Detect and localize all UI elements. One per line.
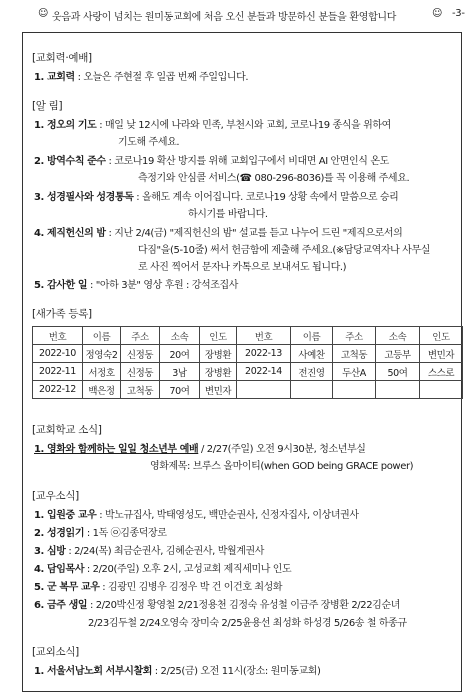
notice-1	[34, 116, 391, 131]
notice-text: : 코로나19 확산 방지를 위해 교회입구에서 비대면 AI 안면인식 온도	[108, 156, 389, 167]
table-cell: 고척동	[333, 345, 376, 363]
member-item-text: : 2/20박신정 황영철 2/21정용천 김정숙 유성철 이금주 장병환 2/22김순녀	[89, 600, 400, 611]
worship-item-1	[34, 68, 248, 83]
table-cell: 변민자	[200, 381, 237, 399]
member-item-2	[34, 524, 167, 539]
table-cell: 20여	[160, 345, 200, 363]
smile-icon: ☺	[432, 8, 443, 19]
member-item-label: 4. 담임목사	[34, 564, 85, 575]
table-header-cell: 주소	[121, 327, 160, 345]
notice-label: 3. 성경필사와 성경통독	[34, 192, 134, 203]
notice-3-cont: 하시기를 바랍니다.	[188, 209, 268, 220]
table-header-cell: 이름	[291, 327, 333, 345]
notice-3	[34, 188, 398, 203]
external-item-1	[34, 662, 320, 677]
notice-2-cont: 측정기와 안심콜 서비스(☎ 080-296-8036)를 꼭 이용해 주세요.	[138, 173, 410, 184]
table-header-cell: 소속	[160, 327, 200, 345]
table-cell: 두산A	[333, 363, 376, 381]
worship-item-label: 1. 교회력	[34, 72, 75, 83]
table-cell	[333, 381, 376, 399]
table-cell: 백은정	[83, 381, 121, 399]
member-item-label: 5. 군 복무 교우	[34, 582, 100, 593]
member-item-text: : 2/20(주일) 오후 2시, 고성교회 제직세미나 인도	[86, 564, 292, 575]
member-item-label: 3. 심방	[34, 546, 66, 557]
notice-4	[34, 224, 402, 239]
table-cell: 장병환	[200, 363, 237, 381]
notice-5	[34, 276, 238, 291]
section-title-registration: [새가족 등록]	[32, 308, 92, 320]
notice-label: 1. 정오의 기도	[34, 120, 97, 131]
table-cell: 전진영	[291, 363, 333, 381]
notice-1-cont: 기도해 주세요.	[118, 137, 180, 148]
notice-4-cont: 다짐"을(5-10줄) 써서 헌금함에 제출해 주세요.(※담당교역자나 사무실	[138, 245, 430, 256]
table-header-cell: 번호	[33, 327, 83, 345]
member-item-6-cont: 2/23김두철 2/24오영숙 장미숙 2/25윤용선 최성화 하성경 5/26송 철 하종규	[88, 618, 407, 629]
member-item-text: : 2/24(목) 최금순권사, 김혜순권사, 박월계권사	[68, 546, 265, 557]
notice-label: 4. 제직헌신의 밤	[34, 228, 106, 239]
table-header-cell: 주소	[333, 327, 376, 345]
member-item-4	[34, 560, 291, 575]
member-item-text: : 1독 ㉧김종덕장로	[86, 528, 167, 539]
welcome-text: 웃음과 사랑이 넘치는 원미동교회에 처음 오신 분들과 방문하신 분들을 환영합니다	[52, 12, 397, 23]
table-header-row	[33, 327, 463, 345]
table-header-cell: 소속	[376, 327, 420, 345]
table-row	[33, 381, 463, 399]
member-item-1	[34, 506, 359, 521]
notice-text: : 올해도 계속 이어집니다. 코로나19 상황 속에서 말씀으로 승리	[136, 192, 399, 203]
new-member-table	[32, 326, 463, 399]
member-item-label: 1. 입원중 교우	[34, 510, 97, 521]
section-title-notices: [알 림]	[32, 100, 63, 112]
page-header	[0, 8, 476, 28]
school-item-label: 1. 영화와 함께하는 일일 청소년부 예배	[34, 444, 199, 455]
member-item-label: 2. 성경읽기	[34, 528, 85, 539]
table-cell: 3남	[160, 363, 200, 381]
table-header-cell: 번호	[237, 327, 291, 345]
section-title-external: [교외소식]	[32, 646, 79, 658]
section-title-worship: [교회력·예배]	[32, 52, 92, 64]
table-cell: 70여	[160, 381, 200, 399]
table-cell	[376, 381, 420, 399]
table-cell: 2022-14	[237, 363, 291, 381]
table-cell: 고등부	[376, 345, 420, 363]
table-cell	[291, 381, 333, 399]
page-number: -3-	[452, 8, 465, 19]
table-cell: 2022-11	[33, 363, 83, 381]
table-cell: 2022-12	[33, 381, 83, 399]
table-cell: 신정동	[121, 345, 160, 363]
external-item-label: 1. 서울서남노회 서부시찰회	[34, 666, 152, 677]
notice-2	[34, 152, 389, 167]
member-item-text: : 박노규집사, 박태영성도, 백만순권사, 신정자집사, 이상녀권사	[99, 510, 359, 521]
notice-text: : 매일 낮 12시에 나라와 민족, 부천시와 교회, 코로나19 종식을 위하여	[99, 120, 391, 131]
member-item-label: 6. 금주 생일	[34, 600, 88, 611]
external-item-text: : 2/25(금) 오전 11시(장소: 원미동교회)	[154, 666, 321, 677]
table-cell: 스스로	[420, 363, 463, 381]
table-cell: 50여	[376, 363, 420, 381]
school-item-1-cont: 영화제목: 브루스 올마이티(when GOD being GRACE power)	[150, 461, 414, 472]
notice-4-cont: 로 사진 찍어서 문자나 카톡으로 보내셔도 됩니다.)	[138, 262, 347, 273]
table-cell: 2022-10	[33, 345, 83, 363]
table-cell	[237, 381, 291, 399]
notice-label: 5. 감사한 일	[34, 280, 88, 291]
member-item-3	[34, 542, 264, 557]
worship-item-text: : 오늘은 주현절 후 일곱 번째 주일입니다.	[77, 72, 249, 83]
table-cell: 고척동	[121, 381, 160, 399]
table-cell: 사예찬	[291, 345, 333, 363]
table-header-cell: 인도	[420, 327, 463, 345]
member-item-text: : 김광민 김병우 김정우 박 건 이건호 최성화	[102, 582, 283, 593]
notice-text: : "아하 3분" 영상 후원 : 강석조집사	[89, 280, 239, 291]
smile-icon: ☺	[38, 8, 49, 19]
table-cell: 2022-13	[237, 345, 291, 363]
member-item-6	[34, 596, 400, 611]
section-title-school: [교회학교 소식]	[32, 424, 102, 436]
table-cell	[420, 381, 463, 399]
table-cell: 신정동	[121, 363, 160, 381]
notice-label: 2. 방역수칙 준수	[34, 156, 106, 167]
notice-text: : 지난 2/4(금) "제직헌신의 밤" 설교를 듣고 나누어 드린 "제직으로서의	[108, 228, 403, 239]
school-item-1	[34, 440, 366, 455]
table-header-cell: 인도	[200, 327, 237, 345]
table-row	[33, 345, 463, 363]
table-cell: 서정호	[83, 363, 121, 381]
table-row	[33, 363, 463, 381]
table-cell: 장병환	[200, 345, 237, 363]
school-item-text: / 2/27(주일) 오전 9시30분, 청소년부실	[201, 444, 366, 455]
table-header-cell: 이름	[83, 327, 121, 345]
table-cell: 정영숙2	[83, 345, 121, 363]
section-title-members: [교우소식]	[32, 490, 79, 502]
table-cell: 변민자	[420, 345, 463, 363]
member-item-5	[34, 578, 282, 593]
